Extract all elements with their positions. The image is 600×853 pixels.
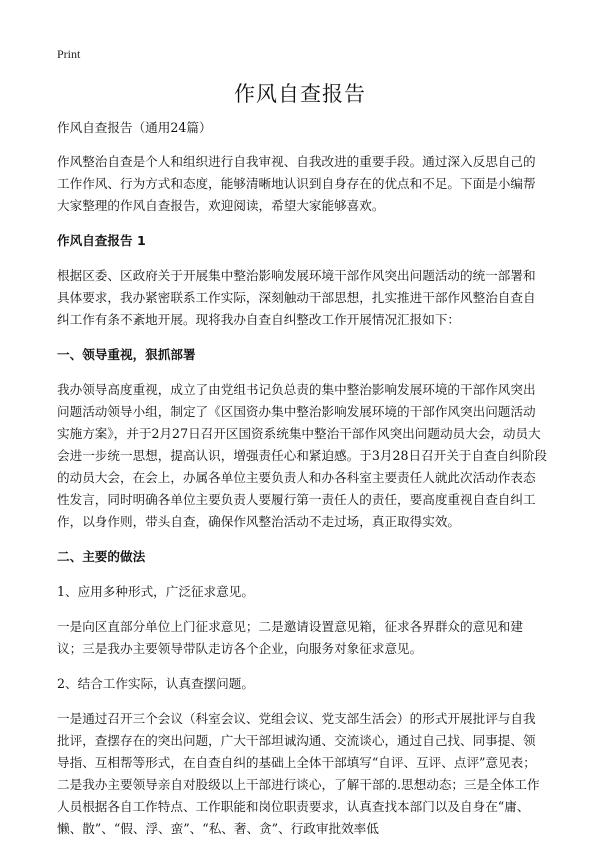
section-1-paragraph: 根据区委、区政府关于开展集中整治影响发展环境干部作风突出问题活动的统一部署和具体要求，我办紧密联系工作实际，深刻触动干部思想，扎实推进干部作风整治自查自纠工作有条不紊地开展。现将我办自查自纠整改工作开展情况汇报如下：: [57, 268, 536, 327]
item-1-title: 1、应用多种形式，广泛征求意见。: [57, 584, 254, 599]
page-title: 作风自查报告: [234, 82, 366, 106]
heading-practice: 二、主要的做法: [57, 549, 146, 564]
document-body: [57, 117, 548, 853]
item-2-paragraph: 一是通过召开三个会议（科室会议、党组会议、党支部生活会）的形式开展批评与自我批评，查摆存在的突出问题，广大干部坦诚沟通、交流谈心，通过自己找、同事提、领导指、互相帮等形式，在自查自纠的基础上全体干部填写“自评、互评、点评”意见表；二是我办主要领导亲自对股级以上干部进行谈心，了解干部的.思想动态；三是全体工作人员根据各自工作特点、工作职能和岗位职责要求，认真查找本部门以及自身在“庸、懒、散”、“假、浮、蛮”、“私、奢、贪”、行政审批效率低: [57, 711, 540, 836]
heading-leadership: 一、领导重视，狠抓部署: [57, 347, 196, 362]
document-subtitle: 作风自查报告（通用24篇）: [57, 120, 212, 135]
section-heading-1: 作风自查报告 1: [57, 233, 146, 248]
item-1-paragraph: 一是向区直部分单位上门征求意见；二是邀请设置意见箱，征求各界群众的意见和建议；三是我办主要领导带队走访各个企业，向服务对象征求意见。: [57, 619, 523, 656]
leadership-paragraph: 我办领导高度重视，成立了由党组书记负总责的集中整治影响发展环境的干部作风突出问题活动领导小组，制定了《区国资办集中整治影响发展环境的干部作风突出问题活动实施方案》，并于2月27日召开区国资系统集中整治干部作风突出问题动员大会，动员大会进一步统一思想，提高认识，增强责任心和紧迫感。于3月28日召开关于自查自纠阶段的动员大会，在会上，办属各单位主要负责人和办各科室主要责任人就此次活动作表态性发言，同时明确各单位主要负责人要履行第一责任人的责任，要高度重视自查自纠工作，以身作则，带头自查，确保作风整治活动不走过场，真正取得实效。: [57, 382, 548, 529]
item-2-title: 2、结合工作实际，认真查摆问题。: [57, 676, 254, 691]
print-link[interactable]: Print: [57, 47, 81, 61]
intro-paragraph: 作风整治自查是个人和组织进行自我审视、自我改进的重要手段。通过深入反思自己的工作作风、行为方式和态度，能够清晰地认识到自身存在的优点和不足。下面是小编帮大家整理的作风自查报告，欢迎阅读，希望大家能够喜欢。: [57, 154, 536, 213]
